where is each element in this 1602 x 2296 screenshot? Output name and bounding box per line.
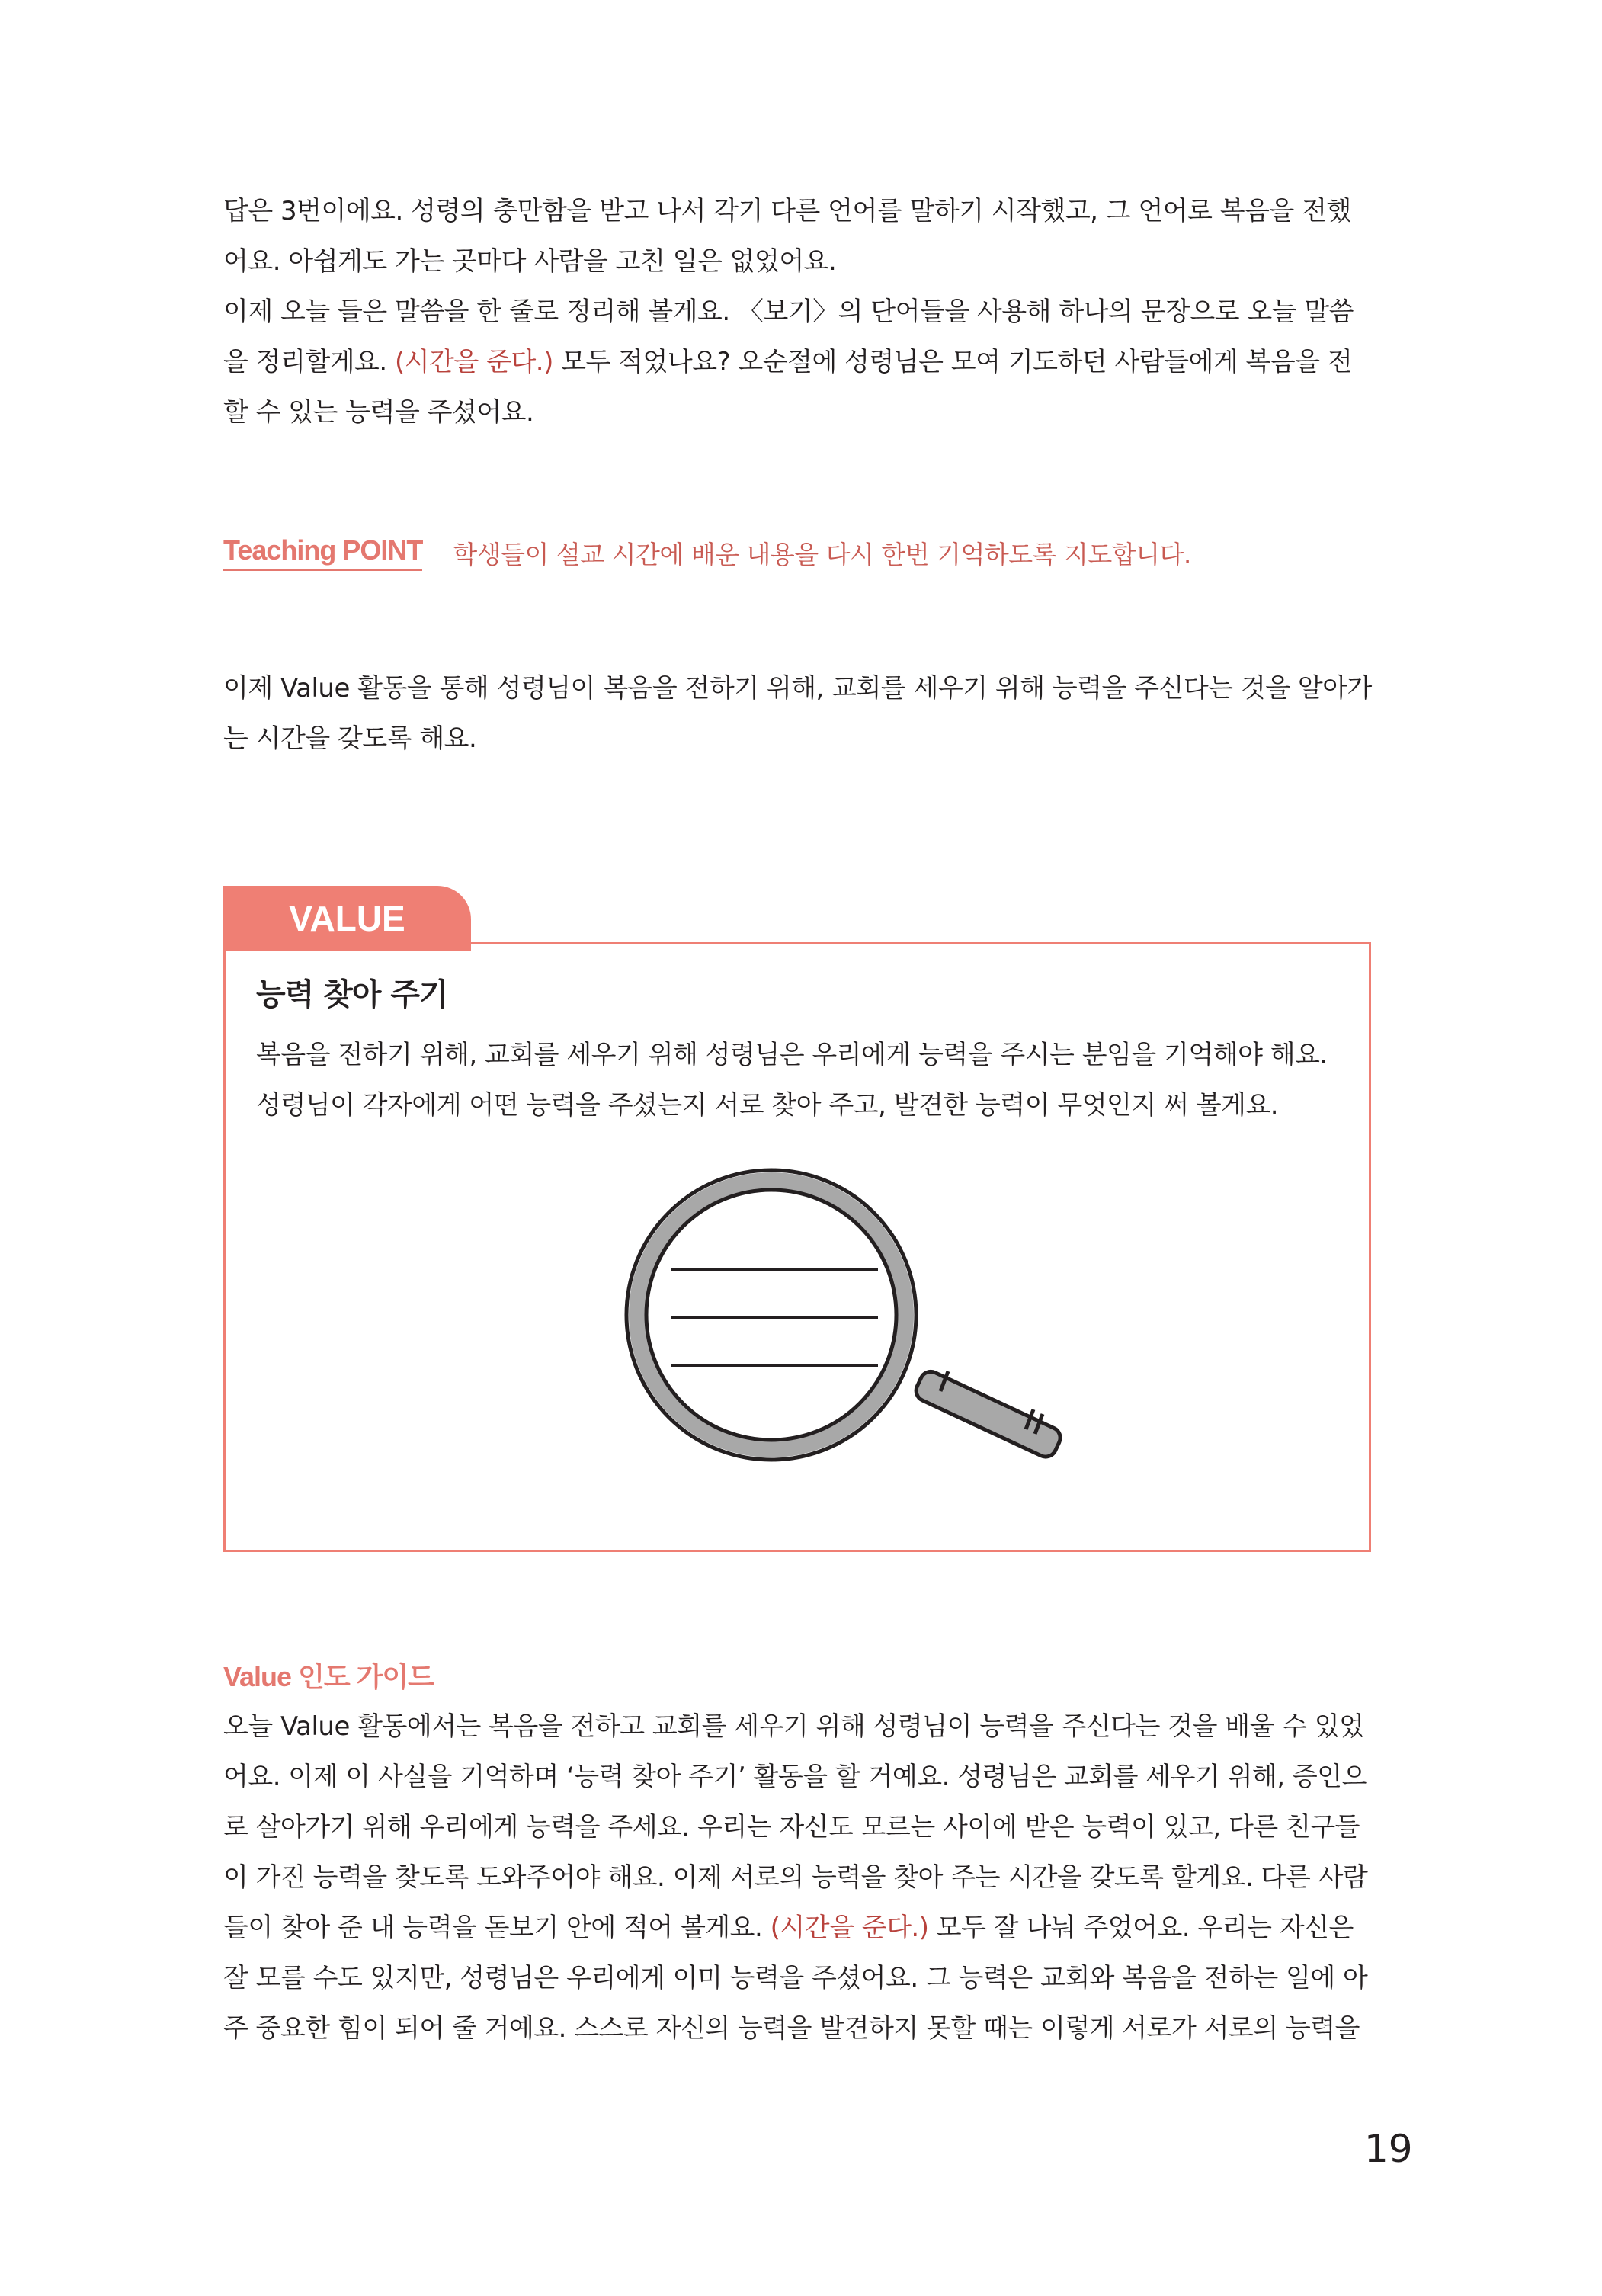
guide-highlight: (시간을 준다.) (770, 1913, 929, 1943)
intro-highlight: (시간을 준다.) (395, 347, 553, 377)
page-number: 19 (1364, 2127, 1413, 2171)
intro-text-3: 모두 적었나요? 오순절에 성령님은 모여 기도하던 사람들에게 복음을 전할 수 있는 능력을 주셨어요. (223, 347, 1353, 428)
magnifier-handle (913, 1368, 1064, 1461)
value-activity-description: 복음을 전하기 위해, 교회를 세우기 위해 성령님은 우리에게 능력을 주시는 분임을 기억해야 해요. 성령님이 각자에게 어떤 능력을 주셨는지 서로 찾아 주고, 발견한 능력이 무엇인지 써 볼게요. (256, 1040, 1328, 1121)
intro-text-2: 이제 오늘 들은 말씀을 한 줄로 정리해 볼게요. 〈보기〉의 단어들을 사용해 하나의 문장으로 오늘 말씀을 정리할게요. (223, 297, 1354, 377)
value-guide-title: Value 인도 가이드 (223, 1661, 434, 1692)
value-guide-paragraph (223, 1701, 1374, 2054)
guide-text-1: 오늘 Value 활동에서는 복음을 전하고 교회를 세우기 위해 성령님이 능력을 주신다는 것을 배울 수 있었어요. 이제 이 사실을 기억하며 ‘능력 찾아 주기’ 활동을 할 거예요. 성령님은 교회를 세우기 위해, 증인으로 살아가기 위해 우리에게 능력을 주세요. 우리는 자신도 모르는 사이에 받은 능력이 있고, 다른 친구들이 가진 능력을 찾도록 도와주어야 해요. 이제 서로의 능력을 찾아 주는 시간을 갖도록 할게요. 다른 사람들이 찾아 준 내 능력을 돋보기 안에 적어 볼게요. (223, 1711, 1368, 1943)
intro-text-1: 답은 3번이에요. 성령의 충만함을 받고 나서 각기 다른 언어를 말하기 시작했고, 그 언어로 복음을 전했어요. 아쉽게도 가는 곳마다 사람을 고친 일은 없었어요. (223, 196, 1351, 277)
value-activity-title: 능력 찾아 주기 (256, 977, 448, 1012)
teaching-point (223, 526, 1191, 579)
magnifying-glass-icon (622, 1166, 1094, 1486)
value-tab: VALUE (223, 886, 471, 951)
intro-paragraph (223, 186, 1374, 438)
teaching-point-label: Teaching POINT (223, 534, 422, 571)
guide-text-2: 모두 잘 나눠 주었어요. 우리는 자신은 잘 모를 수도 있지만, 성령님은 우리에게 이미 능력을 주셨어요. 그 능력은 교회와 복음을 전하는 일에 아주 중요한 힘이 되어 줄 거예요. 스스로 자신의 능력을 발견하지 못할 때는 이렇게 서로가 서로의 능력을 (223, 1913, 1368, 2044)
value-intro-paragraph: 이제 Value 활동을 통해 성령님이 복음을 전하기 위해, 교회를 세우기 위해 능력을 주신다는 것을 알아가는 시간을 갖도록 해요. (223, 673, 1372, 754)
value-activity-box (223, 942, 1371, 1552)
teaching-point-text: 학생들이 설교 시간에 배운 내용을 다시 한번 기억하도록 지도합니다. (453, 539, 1191, 569)
